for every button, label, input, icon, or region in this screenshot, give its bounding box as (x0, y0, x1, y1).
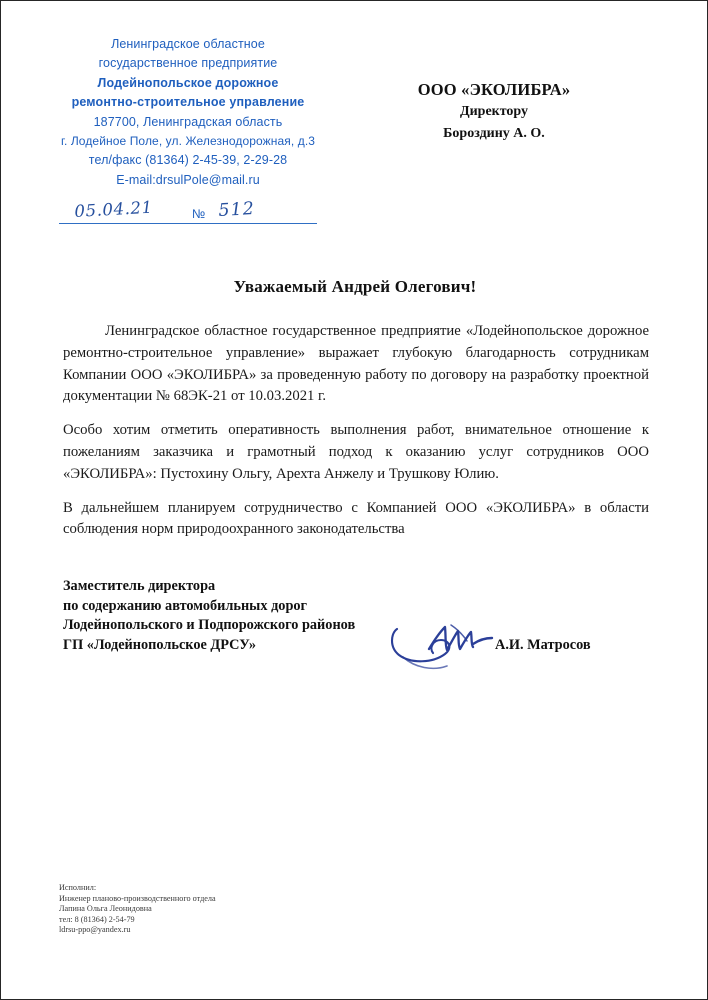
executor-footer (59, 883, 359, 936)
signature-line-3: Лодейнопольского и Подпорожского районов (63, 617, 356, 634)
signature-line-2: по содержанию автомобильных дорог (63, 597, 308, 614)
addressee-position: Директору (459, 104, 529, 119)
handwritten-date: 05.04.21 (73, 197, 154, 221)
addressee-company: ООО «ЭКОЛИБРА» (417, 80, 571, 99)
letter-body (63, 321, 649, 553)
signature-block (63, 577, 649, 658)
signatory-name: А.И. Матросов (495, 636, 591, 653)
body-paragraph-3: В дальнейшем планируем сотрудничество с Компанией ООО «ЭКОЛИБРА» в области соблюдения норм природоохранного законодательства (63, 499, 649, 538)
executor-email: ldrsu-ppo@yandex.ru (59, 925, 131, 935)
letterhead-line-3: Лодейнопольское дорожное (97, 75, 279, 90)
letterhead-line-7: тел/факс (81364) 2-45-39, 2-29-28 (88, 153, 288, 168)
executor-position: Инженер планово-производственного отдела (59, 893, 216, 903)
executor-label: Исполнил: (59, 883, 97, 892)
addressee-person: Бороздину А. О. (443, 126, 545, 141)
handwritten-number: 512 (217, 198, 256, 221)
letterhead-line-4: ремонтно-строительное управление (71, 95, 305, 110)
letterhead-line-5: 187700, Ленинградская область (93, 114, 283, 129)
number-sign-label: № (192, 207, 206, 221)
salutation: Уважаемый Андрей Олегович! (233, 277, 477, 296)
body-paragraph-2: Особо хотим отметить оперативность выполнения работ, внимательное отношение к пожеланиям заказчика и грамотный подход к оказанию услуг сотрудников ООО «ЭКОЛИБРА»: Пустохину Ольгу, Арехта Анжелу и Трушкову Юлию. (63, 422, 649, 482)
letterhead-line-2: государственное предприятие (98, 56, 278, 71)
signature-line-1: Заместитель директора (63, 578, 216, 594)
addressee-block (369, 79, 619, 145)
body-paragraph-1: Ленинградское областное государственное предприятие «Лодейнопольское дорожное ремонтно-строительное управление» выражает глубокую благодарность сотрудникам Компании ООО «ЭКОЛИБРА» за проведенную работу по договору на разработку проектной документации № 68ЭК-21 от 10.03.2021 г. (63, 323, 649, 405)
executor-phone: тел: 8 (81364) 2-54-79 (59, 914, 135, 924)
signature-last-row (63, 636, 649, 658)
outgoing-date-number-row (59, 197, 317, 227)
letterhead (59, 35, 317, 190)
executor-name: Лапина Ольга Леонидовна (59, 904, 152, 914)
letterhead-line-6: г. Лодейное Поле, ул. Железнодорожная, д.3 (60, 134, 316, 149)
signature-line-4: ГП «Лодейнопольское ДРСУ» (63, 636, 257, 653)
letterhead-line-8: E-mail:drsulPole@mail.ru (116, 172, 260, 187)
letterhead-line-1: Ленинградское областное (111, 37, 265, 51)
date-number-rule (59, 223, 317, 224)
